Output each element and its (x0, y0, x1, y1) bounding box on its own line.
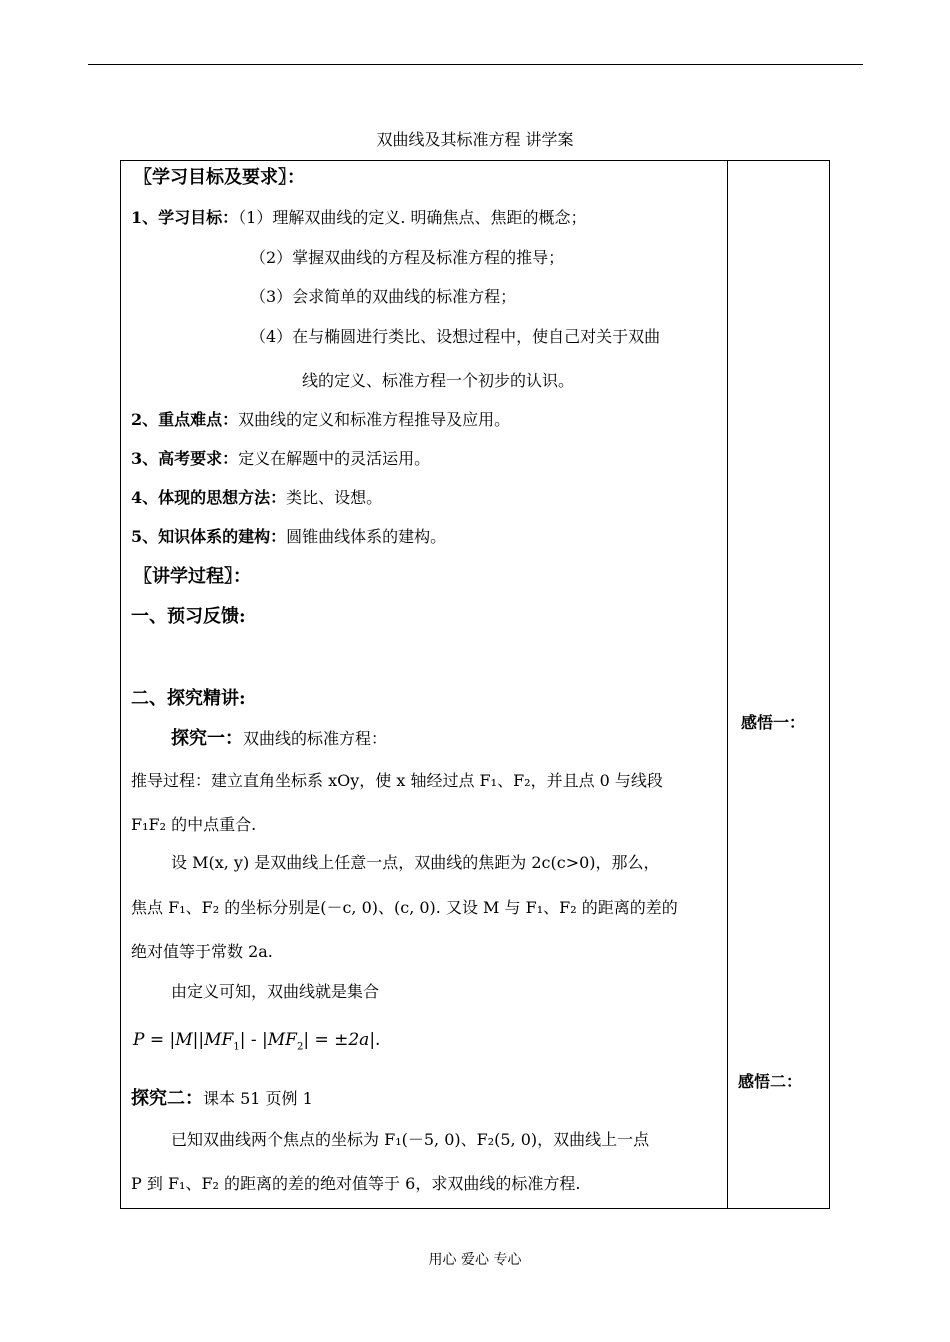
goal-2: （2）掌握双曲线的方程及标准方程的推导； (250, 248, 565, 267)
system-text: 圆锥曲线体系的建构。 (286, 527, 447, 546)
explore1-label: 探究一： (171, 728, 243, 749)
goal-4a: （4）在与椭圆进行类比、设想过程中，使自己对关于双曲 (250, 327, 661, 346)
top-rule (88, 64, 863, 65)
explore2-row (131, 1089, 313, 1109)
derive-line-2: F₁F₂ 的中点重合. (131, 815, 257, 834)
exam-row (131, 449, 430, 469)
set-line-3: 绝对值等于常数 2a. (131, 942, 273, 961)
formula-rhs: = ±2a (314, 1030, 370, 1050)
set-line-1: 设 M(x, y) 是双曲线上任意一点，双曲线的焦距为 2c(c>0)，那么， (171, 853, 660, 872)
formula-sub2: 2 (296, 1041, 304, 1053)
document-title: 双曲线及其标准方程 讲学案 (376, 130, 574, 149)
explore2-text: 课本 51 页例 1 (203, 1089, 313, 1108)
example-line-2: P 到 F₁、F₂ 的距离的差的绝对值等于 6，求双曲线的标准方程. (131, 1174, 581, 1193)
preview-heading: 一、预习反馈: (131, 606, 246, 627)
key-row (131, 410, 510, 430)
formula-sub1: 1 (233, 1041, 240, 1053)
derive-line-1: 推导过程：建立直角坐标系 xOy，使 x 轴经过点 F₁、F₂，并且点 0 与线段 (131, 771, 663, 790)
formula-mf2: MF (267, 1030, 297, 1050)
exam-label: 3、高考要求： (131, 449, 239, 468)
set-formula: $P = |M||MF_1| - |MF_2| = \pm 2a|$. (133, 1030, 381, 1053)
formula-eq: = (149, 1030, 165, 1050)
set-line-2: 焦点 F₁、F₂ 的坐标分别是(－c, 0)、(c, 0). 又设 M 与 F₁、F₂ 的距离的差的 (131, 898, 678, 917)
system-label: 5、知识体系的建构： (131, 527, 287, 546)
objectives-heading: 〖学习目标及要求〗： (134, 167, 305, 188)
table-column-divider (727, 160, 728, 1209)
process-heading: 〖讲学过程〗： (134, 566, 251, 587)
formula-dot: . (375, 1030, 381, 1050)
explore-heading: 二、探究精讲: (131, 688, 246, 709)
system-row (131, 527, 446, 547)
formula-m: M (175, 1030, 193, 1050)
side-note-1: 感悟一： (741, 713, 806, 732)
goal-row-1 (131, 208, 587, 228)
formula-minus: - (250, 1030, 257, 1050)
example-line-1: 已知双曲线两个焦点的坐标为 F₁(－5, 0)、F₂(5, 0)，双曲线上一点 (171, 1130, 650, 1149)
footer: 用心 爱心 专心 (428, 1252, 522, 1268)
formula-p: P (133, 1030, 145, 1050)
method-row (131, 488, 382, 508)
definition-text: 由定义可知，双曲线就是集合 (171, 982, 380, 1001)
formula-mf1: MF (204, 1030, 234, 1050)
method-text: 类比、设想。 (286, 488, 383, 507)
explore2-label: 探究二： (131, 1088, 203, 1109)
explore1-row (171, 729, 387, 749)
key-label: 2、重点难点： (131, 410, 239, 429)
exam-text: 定义在解题中的灵活运用。 (238, 449, 431, 468)
side-note-2: 感悟二： (738, 1072, 803, 1091)
goal-label: 1、学习目标： (131, 208, 239, 227)
explore1-text: 双曲线的标准方程： (243, 729, 388, 748)
goal-3: （3）会求简单的双曲线的标准方程； (250, 287, 517, 306)
method-label: 4、体现的思想方法： (131, 488, 287, 507)
key-text: 双曲线的定义和标准方程推导及应用。 (238, 410, 511, 429)
goal-4b: 线的定义、标准方程一个初步的认识。 (302, 371, 575, 390)
goal-1: （1）理解双曲线的定义. 明确焦点、焦距的概念； (238, 208, 587, 227)
